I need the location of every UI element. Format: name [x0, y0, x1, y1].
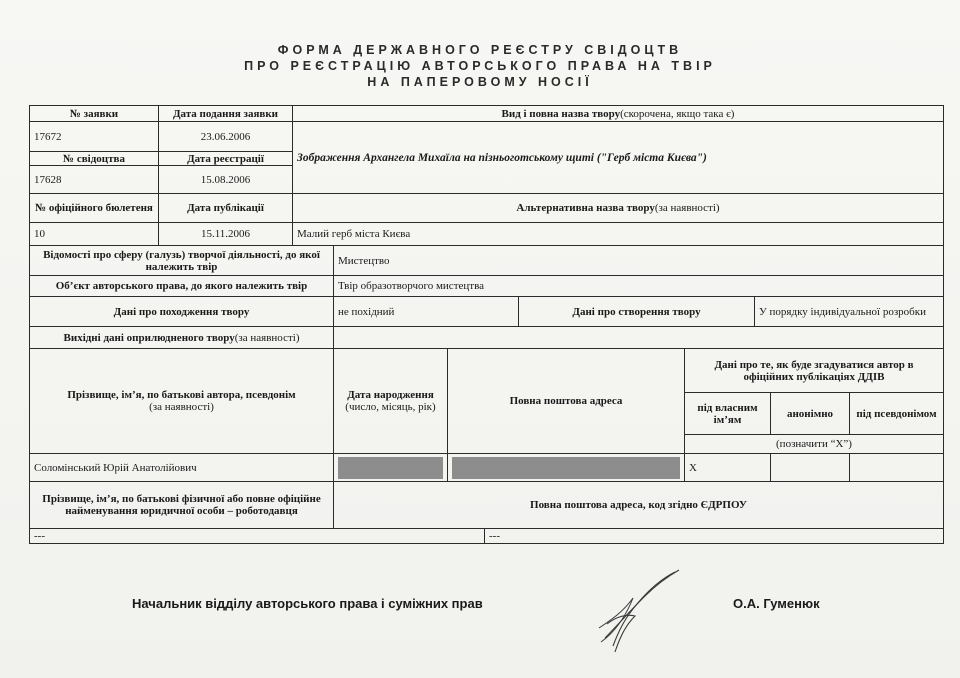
- value-postal-address-cell: [447, 453, 685, 482]
- value-employer-address: ---: [484, 528, 944, 544]
- redacted-birth-date: [338, 457, 443, 479]
- value-own-name-mark: Х: [684, 453, 771, 482]
- label-author-name: [29, 348, 334, 454]
- label-birth-date-note: (число, місяць, рік): [345, 401, 436, 413]
- value-anonymous-mark: [770, 453, 850, 482]
- signer-position: Начальник відділу авторського права і суміжних прав: [132, 596, 483, 611]
- value-certificate-number: 17628: [29, 165, 159, 194]
- label-work-kind-main: Вид і повна назва твору: [501, 107, 621, 120]
- label-pseudonym: під псевдонімом: [849, 392, 944, 435]
- value-publication-data: [333, 326, 944, 349]
- value-pseudonym-mark: [849, 453, 944, 482]
- label-registration-date: Дата реєстрації: [158, 151, 293, 166]
- value-creative-sphere: Мистецтво: [333, 245, 944, 276]
- label-birth-date: [333, 348, 448, 454]
- label-work-kind-note: (скорочена, якщо така є): [620, 107, 735, 120]
- signer-name: О.А. Гуменюк: [733, 596, 820, 611]
- label-publication-data-main: Вихідні дані оприлюдненого твору: [63, 331, 235, 344]
- label-work-kind: [292, 105, 944, 122]
- redacted-postal-address: [452, 457, 680, 479]
- label-author-mention: Дані про те, як буде згадуватися автор в офіційних публікаціях ДДІВ: [684, 348, 944, 393]
- value-employer-name: ---: [29, 528, 485, 544]
- label-alternative-name-main: Альтернативна назва твору: [516, 202, 655, 214]
- value-copyright-object: Твір образотворчого мистецтва: [333, 275, 944, 297]
- value-author-name: Соломінський Юрій Анатолійович: [29, 453, 334, 482]
- value-creation: У порядку індивідуальної розробки: [754, 296, 944, 327]
- value-alternative-name: Малий герб міста Києва: [292, 222, 944, 246]
- label-postal-address: Повна поштова адреса: [447, 348, 685, 454]
- label-certificate-number: № свідоцтва: [29, 151, 159, 166]
- label-creative-sphere: Відомості про сферу (галузь) творчої діяльності, до якої належить твір: [29, 245, 334, 276]
- label-copyright-object: Об’єкт авторського права, до якого належить твір: [29, 275, 334, 297]
- label-publication-data: [29, 326, 334, 349]
- label-alternative-name-note: (за наявності): [654, 202, 720, 214]
- label-application-date: Дата подання заявки: [158, 105, 293, 122]
- form-title-line-2: ПРО РЕЄСТРАЦІЮ АВТОРСЬКОГО ПРАВА НА ТВІР: [244, 59, 716, 73]
- value-work-title: Зображення Архангела Михаїла на пізньоготському щиті ("Герб міста Києва"): [292, 121, 944, 194]
- value-bulletin-number: 10: [29, 222, 159, 246]
- value-application-date: 23.06.2006: [158, 121, 293, 152]
- form-title-line-1: ФОРМА ДЕРЖАВНОГО РЕЄСТРУ СВІДОЦТВ: [277, 43, 683, 57]
- label-author-name-note: (за наявності): [149, 401, 214, 413]
- label-bulletin-number: № офіційного бюлетеня: [29, 193, 159, 223]
- label-publication-date: Дата публікації: [158, 193, 293, 223]
- label-mark-x: (позначити “Х”): [684, 434, 944, 454]
- label-employer: Прізвище, ім’я, по батькові фізичної або повне офіційне найменування юридичної особи – роботодавця: [29, 481, 334, 529]
- label-alternative-name: [292, 193, 944, 223]
- label-application-number: № заявки: [29, 105, 159, 122]
- label-publication-data-note: (за наявності): [234, 331, 300, 344]
- label-own-name: під власним ім’ям: [684, 392, 771, 435]
- label-employer-address: Повна поштова адреса, код згідно ЄДРПОУ: [333, 481, 944, 529]
- label-creation: Дані про створення твору: [518, 296, 755, 327]
- label-birth-date-main: Дата народження: [347, 389, 434, 401]
- handwritten-signature: [585, 568, 685, 658]
- label-author-name-main: Прізвище, ім’я, по батькові автора, псевдонім: [67, 389, 296, 401]
- value-origin: не похідний: [333, 296, 519, 327]
- value-application-number: 17672: [29, 121, 159, 152]
- value-birth-date-cell: [333, 453, 448, 482]
- value-publication-date: 15.11.2006: [158, 222, 293, 246]
- form-title-line-3: НА ПАПЕРОВОМУ НОСІЇ: [367, 75, 593, 89]
- label-anonymous: анонімно: [770, 392, 850, 435]
- label-origin: Дані про походження твору: [29, 296, 334, 327]
- value-registration-date: 15.08.2006: [158, 165, 293, 194]
